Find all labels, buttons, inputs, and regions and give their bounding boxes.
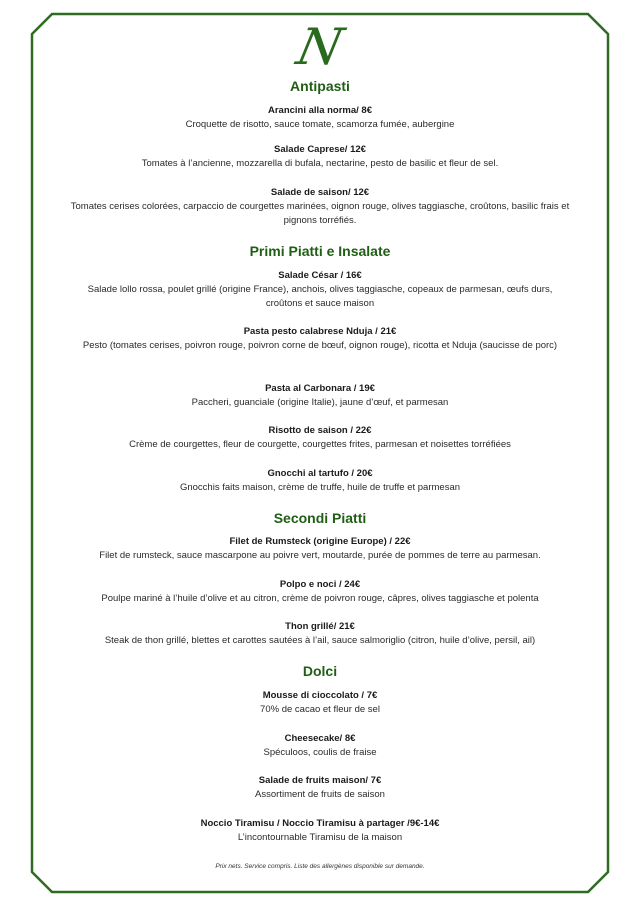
menu-item: [70, 578, 570, 606]
menu-item: [70, 732, 570, 760]
item-name: Pasta al Carbonara / 19€: [265, 383, 375, 394]
item-description: Salade lollo rossa, poulet grillé (origine France), anchois, olives taggiasche, copeaux de parmesan, œufs durs, croûtons et sauce maison: [87, 284, 553, 309]
section-title-dolci: Dolci: [302, 663, 338, 679]
item-name: Salade de fruits maison/ 7€: [258, 775, 382, 786]
item-name: Noccio Tiramisu / Noccio Tiramisu à partager /9€-14€: [200, 818, 440, 829]
item-name: Cheesecake/ 8€: [284, 733, 356, 744]
section-title-antipasti: Antipasti: [290, 78, 350, 94]
item-description: Croquette de risotto, sauce tomate, scamorza fumée, aubergine: [185, 119, 455, 130]
item-description: Pesto (tomates cerises, poivron rouge, poivron corne de bœuf, oignon rouge), ricotta et Nduja (saucisse de porc): [82, 340, 558, 351]
item-name: Filet de Rumsteck (origine Europe) / 22€: [229, 536, 411, 547]
logo-monogram: N: [291, 18, 349, 76]
item-description: Gnocchis faits maison, crème de truffe, huile de truffe et parmesan: [179, 482, 461, 493]
item-description: Assortiment de fruits de saison: [255, 789, 385, 800]
item-description: Paccheri, guanciale (origine Italie), jaune d’œuf, et parmesan: [191, 397, 449, 408]
menu-item: [70, 382, 570, 410]
item-name: Arancini alla norma/ 8€: [267, 105, 372, 116]
item-description: 70% de cacao et fleur de sel: [260, 704, 380, 715]
footer-note: Prix nets. Service compris. Liste des allergènes disponible sur demande.: [215, 863, 425, 870]
item-name: Thon grillé/ 21€: [285, 621, 355, 632]
item-description: Spéculoos, coulis de fraise: [263, 747, 377, 758]
item-description: Steak de thon grillé, blettes et carottes sautées à l’ail, sauce salmoriglio (citron, huile d’olive, persil, ail): [104, 635, 536, 646]
menu-item: [70, 467, 570, 495]
item-description: Filet de rumsteck, sauce mascarpone au poivre vert, moutarde, purée de pommes de terre au parmesan.: [99, 550, 541, 561]
item-name: Pasta pesto calabrese Nduja / 21€: [243, 326, 397, 337]
item-description: Tomates cerises colorées, carpaccio de courgettes marinées, oignon rouge, olives taggiasche, croûtons, basilic frais et pignons torréfiés.: [70, 201, 570, 226]
menu-item: [70, 143, 570, 171]
section-title-primi-piatti: Primi Piatti e Insalate: [249, 243, 391, 259]
item-name: Salade César / 16€: [278, 270, 362, 281]
item-description: Crème de courgettes, fleur de courgette, courgettes frites, parmesan et noisettes torréfiées: [129, 439, 511, 450]
menu-item: [70, 774, 570, 802]
item-name: Salade de saison/ 12€: [270, 187, 370, 198]
menu-item: [70, 620, 570, 648]
item-name: Gnocchi al tartufo / 20€: [267, 468, 373, 479]
menu-item: [70, 424, 570, 452]
item-name: Mousse di cioccolato / 7€: [262, 690, 378, 701]
menu-item: [70, 325, 570, 353]
menu-item: [70, 186, 570, 228]
item-description: Poulpe mariné à l’huile d’olive et au citron, crème de poivron rouge, câpres, olives taggiasche et polenta: [101, 593, 539, 604]
menu-item: [70, 817, 570, 845]
item-name: Salade Caprese/ 12€: [274, 144, 366, 155]
menu-item: [70, 104, 570, 132]
section-title-secondi-piatti: Secondi Piatti: [273, 510, 367, 526]
menu-item: [70, 689, 570, 717]
item-name: Risotto de saison / 22€: [268, 425, 372, 436]
menu-item: [70, 535, 570, 563]
item-name: Polpo e noci / 24€: [279, 579, 361, 590]
menu-item: [70, 269, 570, 311]
item-description: Tomates à l’ancienne, mozzarella di bufala, nectarine, pesto de basilic et fleur de sel.: [141, 158, 499, 169]
item-description: L’incontournable Tiramisu de la maison: [237, 832, 403, 843]
